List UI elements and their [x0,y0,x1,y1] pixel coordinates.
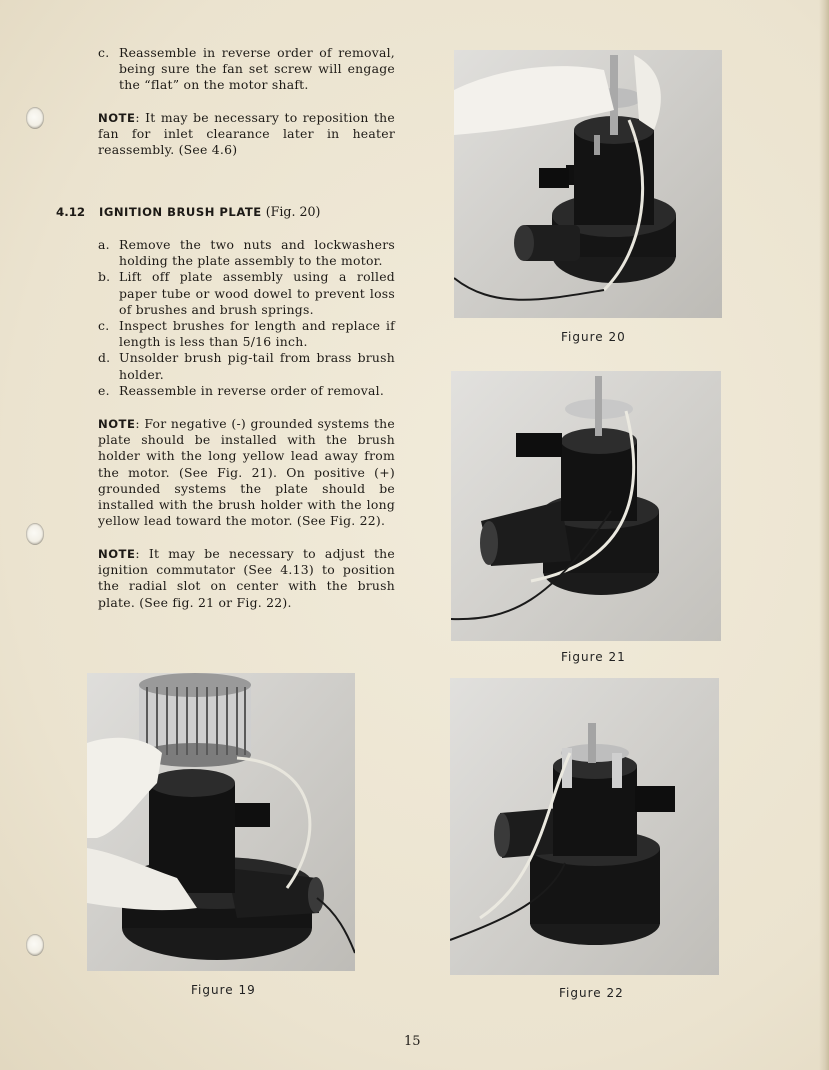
page-number: 15 [404,1034,421,1049]
binder-hole-bottom [26,934,44,956]
note-reposition-fan [98,110,395,159]
step-text: Inspect brushes for length and replace if length is less than 5/16 inch. [119,318,395,350]
step-item [98,318,395,350]
figure-22-photo [450,678,719,975]
note-heading: NOTE [98,417,136,431]
section-number: 4.12 [56,205,86,219]
step-label: c. [98,318,110,334]
step-text: Reassemble in reverse order of removal, being sure the fan set screw will engage the “flat” on the motor shaft. [119,45,395,93]
step-list [98,237,395,399]
step-text: Unsolder brush pig-tail from brass brush holder. [119,350,395,382]
note-grounded-systems [98,416,395,529]
figure-20-caption: Figure 20 [561,330,626,344]
binder-hole-top [26,107,44,129]
step-label: a. [98,237,110,252]
step-label: b. [98,269,111,285]
binder-hole-middle [26,523,44,545]
step-item [98,269,395,318]
note-text: : For negative (-) grounded systems the plate should be installed with the brush holder with the long yellow lead away from the motor. (See Fig. 21). On positive (+) grounded systems the plate should be installed with the brush holder with the long yellow lead toward the motor. (See Fig. 22). [98,416,395,529]
step-label: e. [98,382,110,398]
figure-22-caption: Figure 22 [559,986,624,1000]
section-heading [56,204,396,219]
figure-21-photo [451,371,721,641]
note-text: : It may be necessary to reposition the fan for inlet clearance later in heater reassembly. (See 4.6) [98,110,395,158]
note-heading: NOTE [98,547,136,561]
figure-21-caption: Figure 21 [561,650,626,664]
step-text: Reassemble in reverse order of removal. [119,382,385,398]
note-ignition-commutator [98,546,395,611]
step-text: Lift off plate assembly using a rolled paper tube or wood dowel to prevent loss of brushes and brush springs. [119,269,395,317]
figure-20-photo [454,50,722,318]
step-item [98,383,395,399]
section-title: IGNITION BRUSH PLATE [99,205,262,219]
step-label: d. [98,350,111,366]
step-item [98,350,395,382]
step-text: Remove the two nuts and lockwashers holding the plate assembly to the motor. [119,237,395,269]
note-text: : It may be necessary to adjust the ignition commutator (See 4.13) to position the radial slot on center with the brush plate. (See fig. 21 or Fig. 22). [98,546,395,610]
note-heading: NOTE [98,111,136,125]
step-list-top [98,45,395,94]
step-item [98,45,395,94]
step-label: c. [98,45,110,60]
figure-19-caption: Figure 19 [191,983,256,997]
page-edge-shadow [819,0,829,1070]
figure-19-photo [87,673,355,971]
section-figure-ref: (Fig. 20) [265,204,321,219]
step-item [98,237,395,269]
